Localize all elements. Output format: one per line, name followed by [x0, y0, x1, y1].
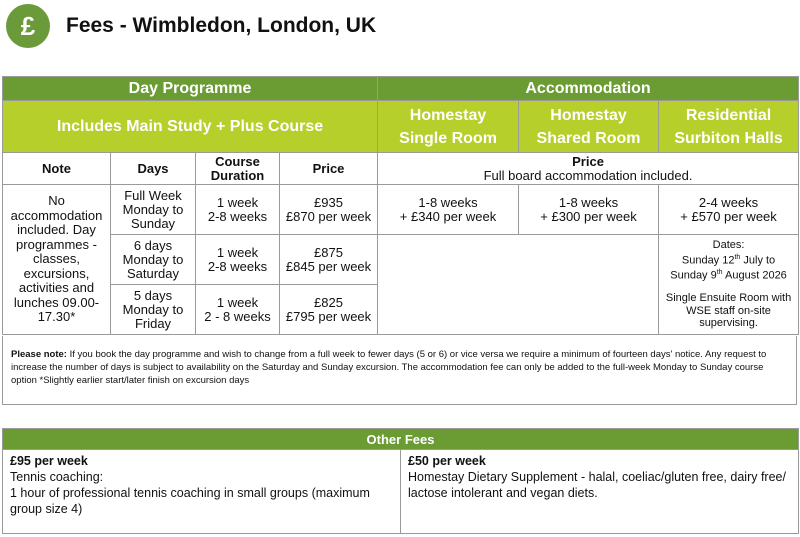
ordinal-suffix: th	[716, 269, 723, 276]
option-line1: Homestay	[409, 106, 487, 124]
please-note-box	[2, 336, 797, 405]
dates-start	[659, 252, 798, 267]
price-column-header: Price	[280, 153, 378, 185]
weeks-line: 1-8 weeks	[418, 194, 478, 210]
price-line: £825	[314, 294, 343, 310]
fees-table	[2, 76, 799, 335]
days-five-days: 5 days Monday to Friday	[111, 285, 196, 335]
please-note-label: Please note:	[11, 349, 67, 360]
option-line2: Surbiton Halls	[674, 129, 783, 147]
dates-start-rest: July to	[740, 254, 776, 267]
days-column-header: Days	[111, 153, 196, 185]
price-line: £845 per week	[285, 258, 372, 274]
fee-price: £95 per week	[10, 454, 88, 468]
spacer	[659, 282, 798, 292]
dates-end	[659, 267, 798, 282]
duration-cell	[196, 185, 280, 235]
day-programme-heading: Day Programme	[3, 77, 378, 101]
pound-currency-icon: £	[6, 4, 50, 48]
price-line: + £300 per week	[540, 208, 637, 224]
price-line: £875	[314, 244, 343, 260]
note-column-header: Note	[3, 153, 111, 185]
other-fees-table	[2, 428, 799, 534]
homestay-shared-price	[519, 185, 659, 235]
tennis-coaching-fee	[3, 450, 401, 534]
other-fees-heading: Other Fees	[3, 429, 799, 450]
fee-description: Homestay Dietary Supplement - halal, coeliac/gluten free, dairy free/ lactose intolerant and vegan diets.	[408, 470, 786, 500]
dates-start-day: Sunday 12	[681, 254, 735, 267]
residential-note: Single Ensuite Room with WSE staff on-site supervising.	[665, 292, 792, 330]
fee-price: £50 per week	[408, 454, 486, 468]
price-cell	[280, 235, 378, 285]
no-accommodation-note: No accommodation included. Day programmes - classes, excursions, activities and lunches 09.00-17.30*	[3, 185, 111, 335]
option-line1: Homestay	[550, 106, 627, 124]
days-six-days: 6 days Monday to Saturday	[111, 235, 196, 285]
duration-column-header: Course Duration	[196, 153, 280, 185]
empty-accommodation-cell	[378, 235, 659, 335]
price-line: £795 per week	[285, 308, 372, 324]
homestay-single-heading	[378, 101, 519, 153]
duration-line: 2 - 8 weeks	[204, 308, 271, 324]
page-title: Fees - Wimbledon, London, UK	[66, 14, 377, 37]
price-line: + £570 per week	[680, 208, 777, 224]
duration-cell	[196, 235, 280, 285]
weeks-line: 2-4 weeks	[698, 194, 759, 210]
fee-description-title: Tennis coaching:	[10, 470, 104, 484]
homestay-shared-heading	[519, 101, 659, 153]
page-header	[6, 4, 786, 50]
ordinal-suffix: th	[734, 253, 741, 261]
option-line2: Shared Room	[536, 129, 641, 147]
accommodation-heading: Accommodation	[378, 77, 799, 101]
price-line: £870 per week	[285, 208, 372, 224]
option-line1: Residential	[685, 106, 772, 124]
homestay-single-price	[378, 185, 519, 235]
price-line: + £340 per week	[399, 208, 497, 224]
days-full-week: Full Week Monday to Sunday	[111, 185, 196, 235]
day-programme-subheading: Includes Main Study + Plus Course	[3, 101, 378, 153]
price-cell	[280, 285, 378, 335]
duration-cell	[196, 285, 280, 335]
duration-line: 2-8 weeks	[207, 208, 268, 224]
accommodation-price-header	[378, 153, 799, 185]
dates-label: Dates:	[712, 239, 745, 252]
duration-line: 1 week	[216, 294, 259, 310]
price-cell	[280, 185, 378, 235]
dates-end-day: Sunday 9	[670, 269, 717, 282]
accommodation-price-label: Price	[572, 153, 604, 169]
dates-end-rest: August 2026	[722, 269, 787, 282]
weeks-line: 1-8 weeks	[558, 194, 619, 210]
accommodation-price-subheader: Full board accommodation included.	[483, 167, 693, 183]
duration-line: 2-8 weeks	[207, 258, 268, 274]
please-note-text: If you book the day programme and wish to change from a full week to fewer days (5 or 6) or vice versa we require a minimum of fourteen days' notice. Any request to increase the number of days is subject to availability on the Saturday and Sunday excursion. The accommodation fee can only be added to the full-week Monday to Sunday course option *Slightly earlier start/later finish on excursion days	[11, 349, 767, 386]
residential-heading	[659, 101, 799, 153]
residential-price	[659, 185, 799, 235]
dietary-supplement-fee	[401, 450, 799, 534]
duration-line: 1 week	[216, 244, 259, 260]
option-line2: Single Room	[399, 129, 497, 147]
residential-dates-cell	[659, 235, 799, 335]
fee-description: 1 hour of professional tennis coaching in small groups (maximum group size 4)	[10, 486, 370, 516]
duration-line: 1 week	[216, 194, 259, 210]
price-line: £935	[314, 194, 343, 210]
